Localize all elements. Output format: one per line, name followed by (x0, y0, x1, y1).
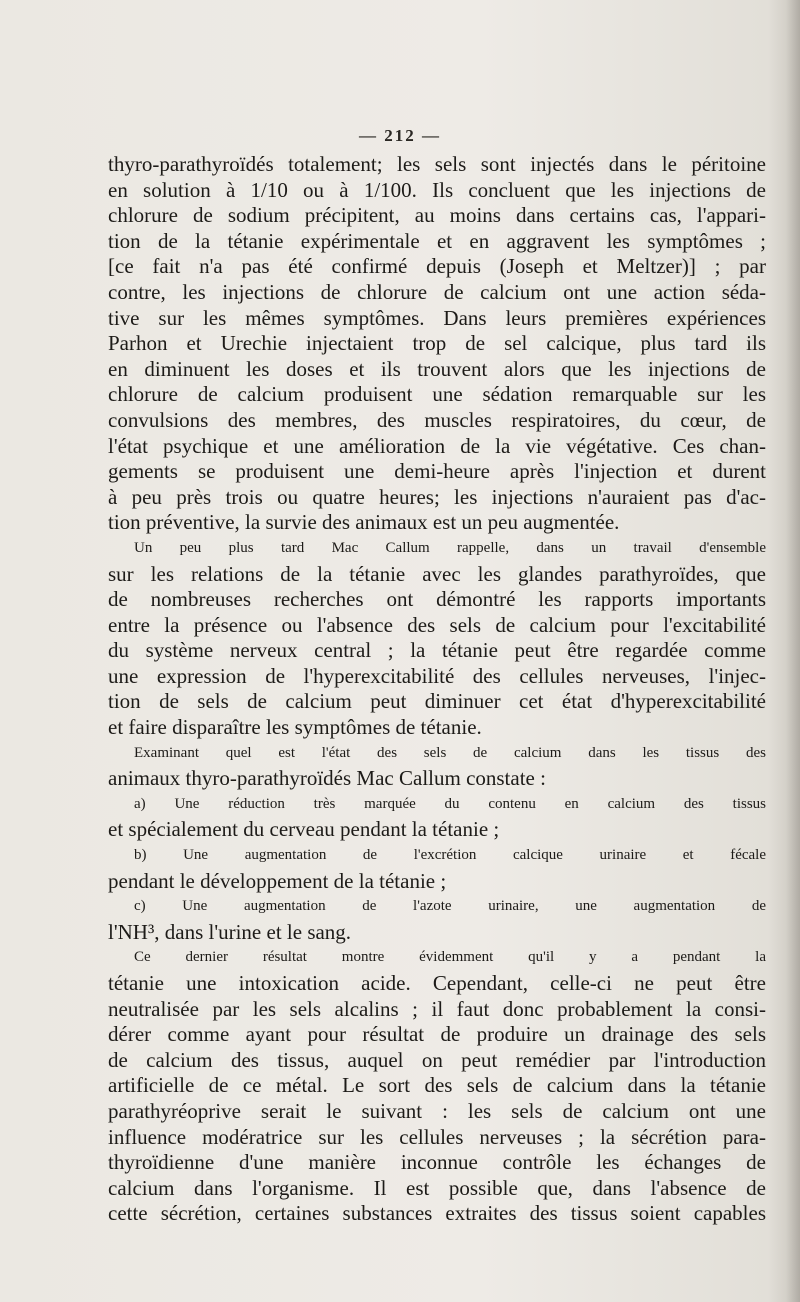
text-line: calcium dans l'organisme. Il est possible que, dans l'absence de (108, 1175, 766, 1200)
text-line: tion de la tétanie expérimentale et en aggravent les symptômes ; (108, 228, 766, 253)
text-line: une expression de l'hyperexcitabilité des cellules nerveuses, l'injec- (108, 663, 766, 688)
text-line: en solution à 1/10 ou à 1/100. Ils concluent que les injections de (108, 177, 766, 202)
text-line: [ce fait n'a pas été confirmé depuis (Joseph et Meltzer)] ; par (108, 254, 766, 279)
page-number: — 212 — (359, 126, 441, 145)
text-line: contre, les injections de chlorure de calcium ont une action séda- (108, 279, 766, 304)
text-line: cette sécrétion, certaines substances extraites des tissus soient capables (108, 1201, 766, 1226)
text-line: Examinant quel est l'état des sels de calcium dans les tissus des (134, 744, 766, 761)
text-line: dérer comme ayant pour résultat de produire un drainage des sels (108, 1022, 766, 1047)
text-line: tion préventive, la survie des animaux est un peu augmentée. (108, 510, 620, 535)
text-line: l'état psychique et une amélioration de la vie végétative. Ces chan- (108, 433, 766, 458)
text-line: neutralisée par les sels alcalins ; il faut donc probablement la consi- (108, 996, 766, 1021)
page-edge-shadow (786, 0, 800, 1302)
text-line: convulsions des membres, des muscles respiratoires, du cœur, de (108, 407, 766, 432)
text-line: sur les relations de la tétanie avec les glandes parathyroïdes, que (108, 561, 766, 586)
text-line: l'NH³, dans l'urine et le sang. (108, 919, 352, 944)
text-line: entre la présence ou l'absence des sels de calcium pour l'excitabilité (108, 612, 766, 637)
text-line: artificielle de ce métal. Le sort des sels de calcium dans la tétanie (108, 1073, 766, 1098)
text-line: chlorure de calcium produisent une sédation remarquable sur les (108, 382, 766, 407)
text-line: Un peu plus tard Mac Callum rappelle, dans un travail d'ensemble (134, 539, 766, 556)
text-line: et spécialement du cerveau pendant la tétanie ; (108, 817, 500, 842)
text-line: b) Une augmentation de l'excrétion calcique urinaire et fécale (134, 847, 766, 864)
text-line: chlorure de sodium précipitent, au moins dans certains cas, l'appari- (108, 203, 766, 228)
text-line: en diminuent les doses et ils trouvent alors que les injections de (108, 356, 766, 381)
text-line: Ce dernier résultat montre évidemment qu'il y a pendant la (134, 949, 766, 966)
text-line: influence modératrice sur les cellules nerveuses ; la sécrétion para- (108, 1124, 766, 1149)
text-line: thyro-parathyroïdés totalement; les sels sont injectés dans le péritoine (108, 152, 766, 176)
text-line: de nombreuses recherches ont démontré les rapports importants (108, 587, 766, 612)
text-line: parathyréoprive serait le suivant : les sels de calcium ont une (108, 1098, 766, 1123)
text-line: de calcium des tissus, auquel on peut remédier par l'introduction (108, 1047, 766, 1072)
text-line: a) Une réduction très marquée du contenu en calcium des tissus (134, 795, 766, 812)
text-line: tétanie une intoxication acide. Cependant, celle-ci ne peut être (108, 971, 766, 995)
text-line: gements se produisent une demi-heure après l'injection et durent (108, 459, 766, 484)
text-line: c) Une augmentation de l'azote urinaire, une augmentation de (134, 898, 766, 915)
text-line: pendant le développement de la tétanie ; (108, 868, 447, 893)
text-line: et faire disparaître les symptômes de tétanie. (108, 715, 482, 740)
text-line: à peu près trois ou quatre heures; les injections n'auraient pas d'ac- (108, 484, 766, 509)
text-line: tion de sels de calcium peut diminuer cet état d'hyperexcitabilité (108, 689, 766, 714)
text-line: du système nerveux central ; la tétanie peut être regardée comme (108, 638, 766, 663)
text-line: tive sur les mêmes symptômes. Dans leurs premières expériences (108, 305, 766, 330)
body-text (108, 152, 766, 1227)
text-line: thyroïdienne d'une manière inconnue contrôle les échanges de (108, 1150, 766, 1175)
text-line: Parhon et Urechie injectaient trop de sel calcique, plus tard ils (108, 331, 766, 356)
text-line: animaux thyro-parathyroïdés Mac Callum constate : (108, 766, 546, 791)
